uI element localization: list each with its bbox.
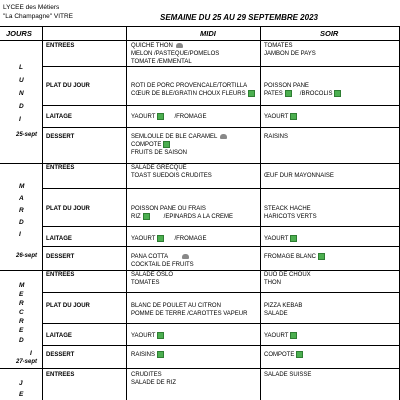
organic-leaf-icon xyxy=(157,351,164,358)
dish-midi xyxy=(131,253,194,269)
dish-name: /EPINARDS A LA CREME xyxy=(163,214,234,221)
dish-name: POMME DE TERRE /CAROTTES VAPEUR xyxy=(131,311,248,317)
row-line xyxy=(42,323,400,324)
chef-hat-icon xyxy=(182,254,189,259)
day-letter: C xyxy=(19,309,24,316)
day-letter: E xyxy=(19,391,24,398)
day-letter: R xyxy=(19,318,24,325)
dish-name: CŒUR DE BLE/GRATIN CHOUX FLEURS xyxy=(131,91,246,98)
category-laitage: LAITAGE xyxy=(46,333,72,339)
dish-midi xyxy=(131,271,173,287)
dish-name: QUICHE THON xyxy=(131,43,173,49)
dish-soir xyxy=(264,235,297,243)
organic-leaf-icon xyxy=(290,332,297,339)
row-line xyxy=(42,246,400,247)
day-letter: L xyxy=(19,64,23,71)
dish-midi xyxy=(131,302,247,318)
dish-midi xyxy=(131,235,206,243)
organic-leaf-icon xyxy=(157,235,164,242)
dish-name: /FROMAGE xyxy=(174,236,207,243)
dish-name: DUO DE CHOUX xyxy=(264,272,311,278)
organic-leaf-icon xyxy=(334,90,341,97)
day-letter: N xyxy=(19,90,24,97)
dish-midi xyxy=(131,332,164,340)
grid-vline-1 xyxy=(42,26,43,400)
grid-vline-2 xyxy=(126,26,127,400)
day-letter: D xyxy=(19,337,24,344)
chef-hat-icon xyxy=(220,134,227,139)
dish-soir xyxy=(264,113,297,121)
dish-name: THON xyxy=(264,280,281,286)
school-line-2: "La Champagne" VITRE xyxy=(3,13,74,20)
dish-name: ŒUF DUR MAYONNAISE xyxy=(264,173,334,179)
dish-name: YAOURT xyxy=(264,236,289,243)
dish-name: RAISINS xyxy=(264,134,289,140)
category-dessert: DESSERT xyxy=(46,254,75,260)
dish-name: FROMAGE BLANC xyxy=(264,254,317,261)
row-line xyxy=(42,345,400,346)
category-entrees: ENTREES xyxy=(46,43,75,49)
day-letter: M xyxy=(19,282,25,289)
organic-leaf-icon xyxy=(285,90,292,97)
dish-name: TOAST SUEDOIS CRUDITES xyxy=(131,173,212,179)
day-letter: I xyxy=(19,116,21,123)
dish-midi xyxy=(131,371,176,387)
category-laitage: LAITAGE xyxy=(46,236,72,242)
day-letter: E xyxy=(19,327,24,334)
dish-soir xyxy=(264,42,316,58)
dish-name: POISSON PANE xyxy=(264,83,309,89)
dish-name: SALADE GRECQUE xyxy=(131,165,187,171)
col-midi: MIDI xyxy=(200,29,216,38)
dish-name: PANA COTTA xyxy=(131,254,169,260)
column-headers xyxy=(0,26,400,41)
chef-hat-icon xyxy=(176,43,183,48)
dish-name: COMPOTE xyxy=(264,352,295,359)
dish-soir xyxy=(264,302,302,318)
organic-leaf-icon xyxy=(163,141,170,148)
organic-leaf-icon xyxy=(290,113,297,120)
organic-leaf-icon xyxy=(143,213,150,220)
dish-name: ROTI DE PORC PROVENCALE/TORTILLA xyxy=(131,83,248,89)
row-line xyxy=(42,127,400,128)
day-letter: I xyxy=(30,350,32,357)
dish-name: YAOURT xyxy=(264,333,289,340)
organic-leaf-icon xyxy=(157,332,164,339)
dish-name: COMPOTE xyxy=(131,142,162,149)
day-letter: R xyxy=(19,207,24,214)
dish-name: SALADE xyxy=(264,311,288,317)
category-dessert: DESSERT xyxy=(46,352,75,358)
organic-leaf-icon xyxy=(157,113,164,120)
category-laitage: LAITAGE xyxy=(46,114,72,120)
dish-name: BLANC DE POULET AU CITRON xyxy=(131,303,221,309)
dish-name: YAOURT xyxy=(131,114,156,121)
dish-name: TOMATES xyxy=(264,43,293,49)
row-line xyxy=(42,188,400,189)
dish-name: RIZ xyxy=(131,214,141,221)
school-name xyxy=(3,3,73,21)
category-plat: PLAT DU JOUR xyxy=(46,83,90,89)
organic-leaf-icon xyxy=(290,235,297,242)
row-line xyxy=(42,66,400,67)
dish-name: FRUITS DE SAISON xyxy=(131,150,188,157)
row-line xyxy=(42,226,400,227)
date-lundi: 25-sept xyxy=(16,132,38,138)
date-mercredi: 27-sept xyxy=(16,359,38,365)
day-letter: D xyxy=(19,219,24,226)
date-mardi: 26-sept xyxy=(16,253,38,259)
category-plat: PLAT DU JOUR xyxy=(46,303,90,309)
day-letter: J xyxy=(19,380,23,387)
category-dessert: DESSERT xyxy=(46,134,75,140)
dish-name: STEACK HACHE xyxy=(264,206,311,212)
category-entrees: ENTREES xyxy=(46,272,75,278)
dish-soir xyxy=(264,205,317,221)
dish-name: PIZZA KEBAB xyxy=(264,303,303,309)
dish-name: YAOURT xyxy=(131,333,156,340)
dish-soir xyxy=(264,253,325,261)
dish-name: SEMLOULE DE BLE CARAMEL xyxy=(131,134,218,140)
dish-name: RAISINS xyxy=(131,352,156,359)
dish-name: MELON /PASTEQUE/POMELOS xyxy=(131,51,220,57)
dish-name: COCKTAIL DE FRUITS xyxy=(131,262,194,268)
day-separator-mercredi xyxy=(0,368,400,369)
organic-leaf-icon xyxy=(296,351,303,358)
dish-name: SALADE OSLO xyxy=(131,272,174,278)
dish-name: HARICOTS VERTS xyxy=(264,214,317,220)
dish-name: YAOURT xyxy=(131,236,156,243)
dish-midi xyxy=(131,351,164,359)
dish-name: CRUDITES xyxy=(131,372,162,378)
dish-soir xyxy=(264,172,334,180)
dish-name: JAMBON DE PAYS xyxy=(264,51,316,57)
col-soir: SOIR xyxy=(320,29,339,38)
row-line xyxy=(42,292,400,293)
day-letter: M xyxy=(19,183,25,190)
menu-title: SEMAINE DU 25 AU 29 SEPTEMBRE 2023 xyxy=(160,13,318,22)
category-entrees: ENTREES xyxy=(46,165,75,171)
dish-soir xyxy=(264,351,303,359)
dish-name: SALADE SUISSE xyxy=(264,372,312,378)
dish-soir xyxy=(264,271,311,287)
day-letter: E xyxy=(19,291,24,298)
dish-name: /FROMAGE xyxy=(174,114,207,121)
dish-soir xyxy=(264,332,297,340)
dish-name: SALADE DE RIZ xyxy=(131,380,177,386)
dish-soir xyxy=(264,82,341,98)
dish-name: /BROCOLIS xyxy=(299,91,333,98)
day-letter: U xyxy=(19,77,24,84)
dish-midi xyxy=(131,133,227,157)
day-letter: R xyxy=(19,300,24,307)
dish-midi xyxy=(131,164,212,180)
dish-soir xyxy=(264,371,311,379)
dish-midi xyxy=(131,82,255,98)
dish-midi xyxy=(131,113,206,121)
organic-leaf-icon xyxy=(318,253,325,260)
dish-name: PATES xyxy=(264,91,283,98)
dish-name: YAOURT xyxy=(264,114,289,121)
dish-name: POISSON PANE OU FRAIS xyxy=(131,206,206,212)
dish-midi xyxy=(131,42,219,66)
category-entrees: ENTREES xyxy=(46,372,75,378)
dish-name: TOMATE /EMMENTAL xyxy=(131,59,192,65)
school-line-1: LYCEE des Métiers xyxy=(3,4,60,11)
col-jours: JOURS xyxy=(6,29,32,38)
day-letter: I xyxy=(19,231,21,238)
day-letter: A xyxy=(19,195,24,202)
dish-midi xyxy=(131,205,233,221)
day-letter: D xyxy=(19,103,24,110)
dish-name: TOMATES xyxy=(131,280,160,286)
category-plat: PLAT DU JOUR xyxy=(46,206,90,212)
row-line xyxy=(42,105,400,106)
organic-leaf-icon xyxy=(248,90,255,97)
dish-soir xyxy=(264,133,288,141)
grid-vline-3 xyxy=(260,26,261,400)
